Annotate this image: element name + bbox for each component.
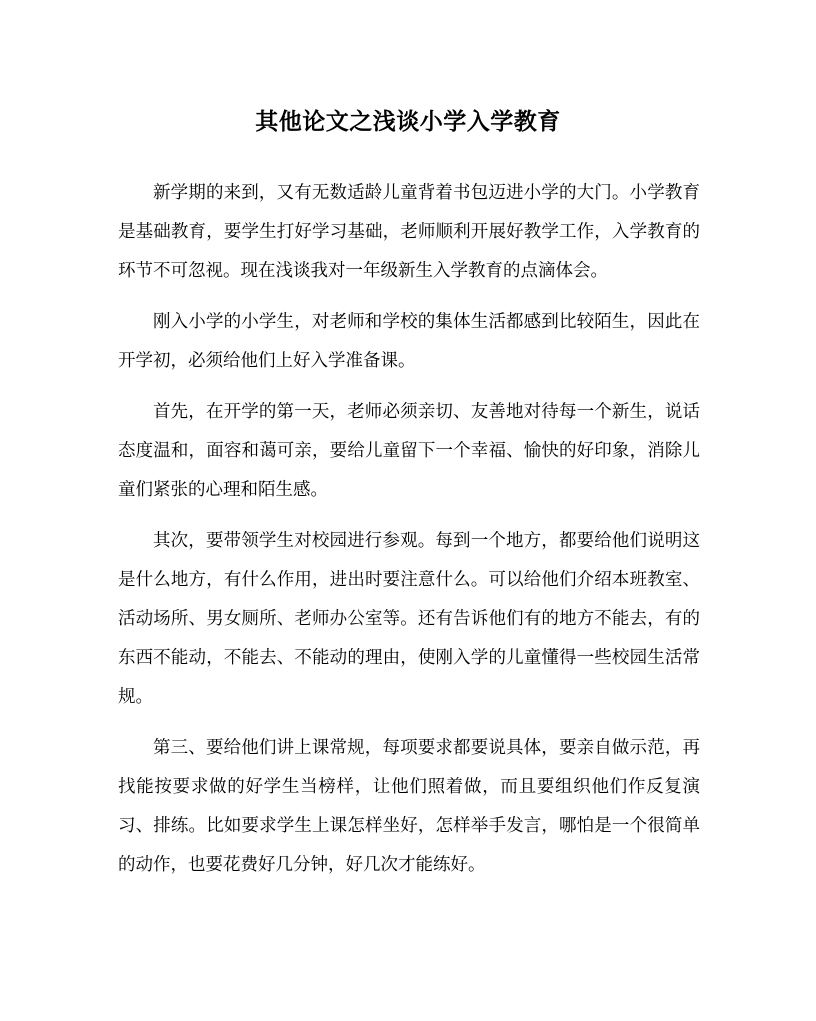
paragraph-2: 刚入小学的小学生，对老师和学校的集体生活都感到比较陌生，因此在开学初，必须给他们上好入学准备课。 bbox=[118, 312, 700, 371]
paragraph-5: 第三、要给他们讲上课常规，每项要求都要说具体，要亲自做示范，再找能按要求做的好学生当榜样，让他们照着做，而且要组织他们作反复演习、排练。比如要求学生上课怎样坐好，怎样举手发言，哪怕是一个很简单的动作，也要花费好几分钟，好几次才能练好。 bbox=[118, 738, 700, 875]
document-body bbox=[118, 174, 700, 885]
document-title: 其他论文之浅谈小学入学教育 bbox=[255, 108, 561, 135]
paragraph-1: 新学期的来到，又有无数适龄儿童背着书包迈进小学的大门。小学教育是基础教育，要学生打好学习基础，老师顺利开展好教学工作，入学教育的环节不可忽视。现在浅谈我对一年级新生入学教育的点滴体会。 bbox=[118, 183, 700, 281]
paragraph-3: 首先，在开学的第一天，老师必须亲切、友善地对待每一个新生，说话态度温和，面容和蔼可亲，要给儿童留下一个幸福、愉快的好印象，消除儿童们紧张的心理和陌生感。 bbox=[118, 402, 700, 500]
paragraph-4: 其次，要带领学生对校园进行参观。每到一个地方，都要给他们说明这是什么地方，有什么作用，进出时要注意什么。可以给他们介绍本班教室、活动场所、男女厕所、老师办公室等。还有告诉他们有的地方不能去，有的东西不能动，不能去、不能动的理由，使刚入学的儿童懂得一些校园生活常规。 bbox=[118, 531, 700, 707]
